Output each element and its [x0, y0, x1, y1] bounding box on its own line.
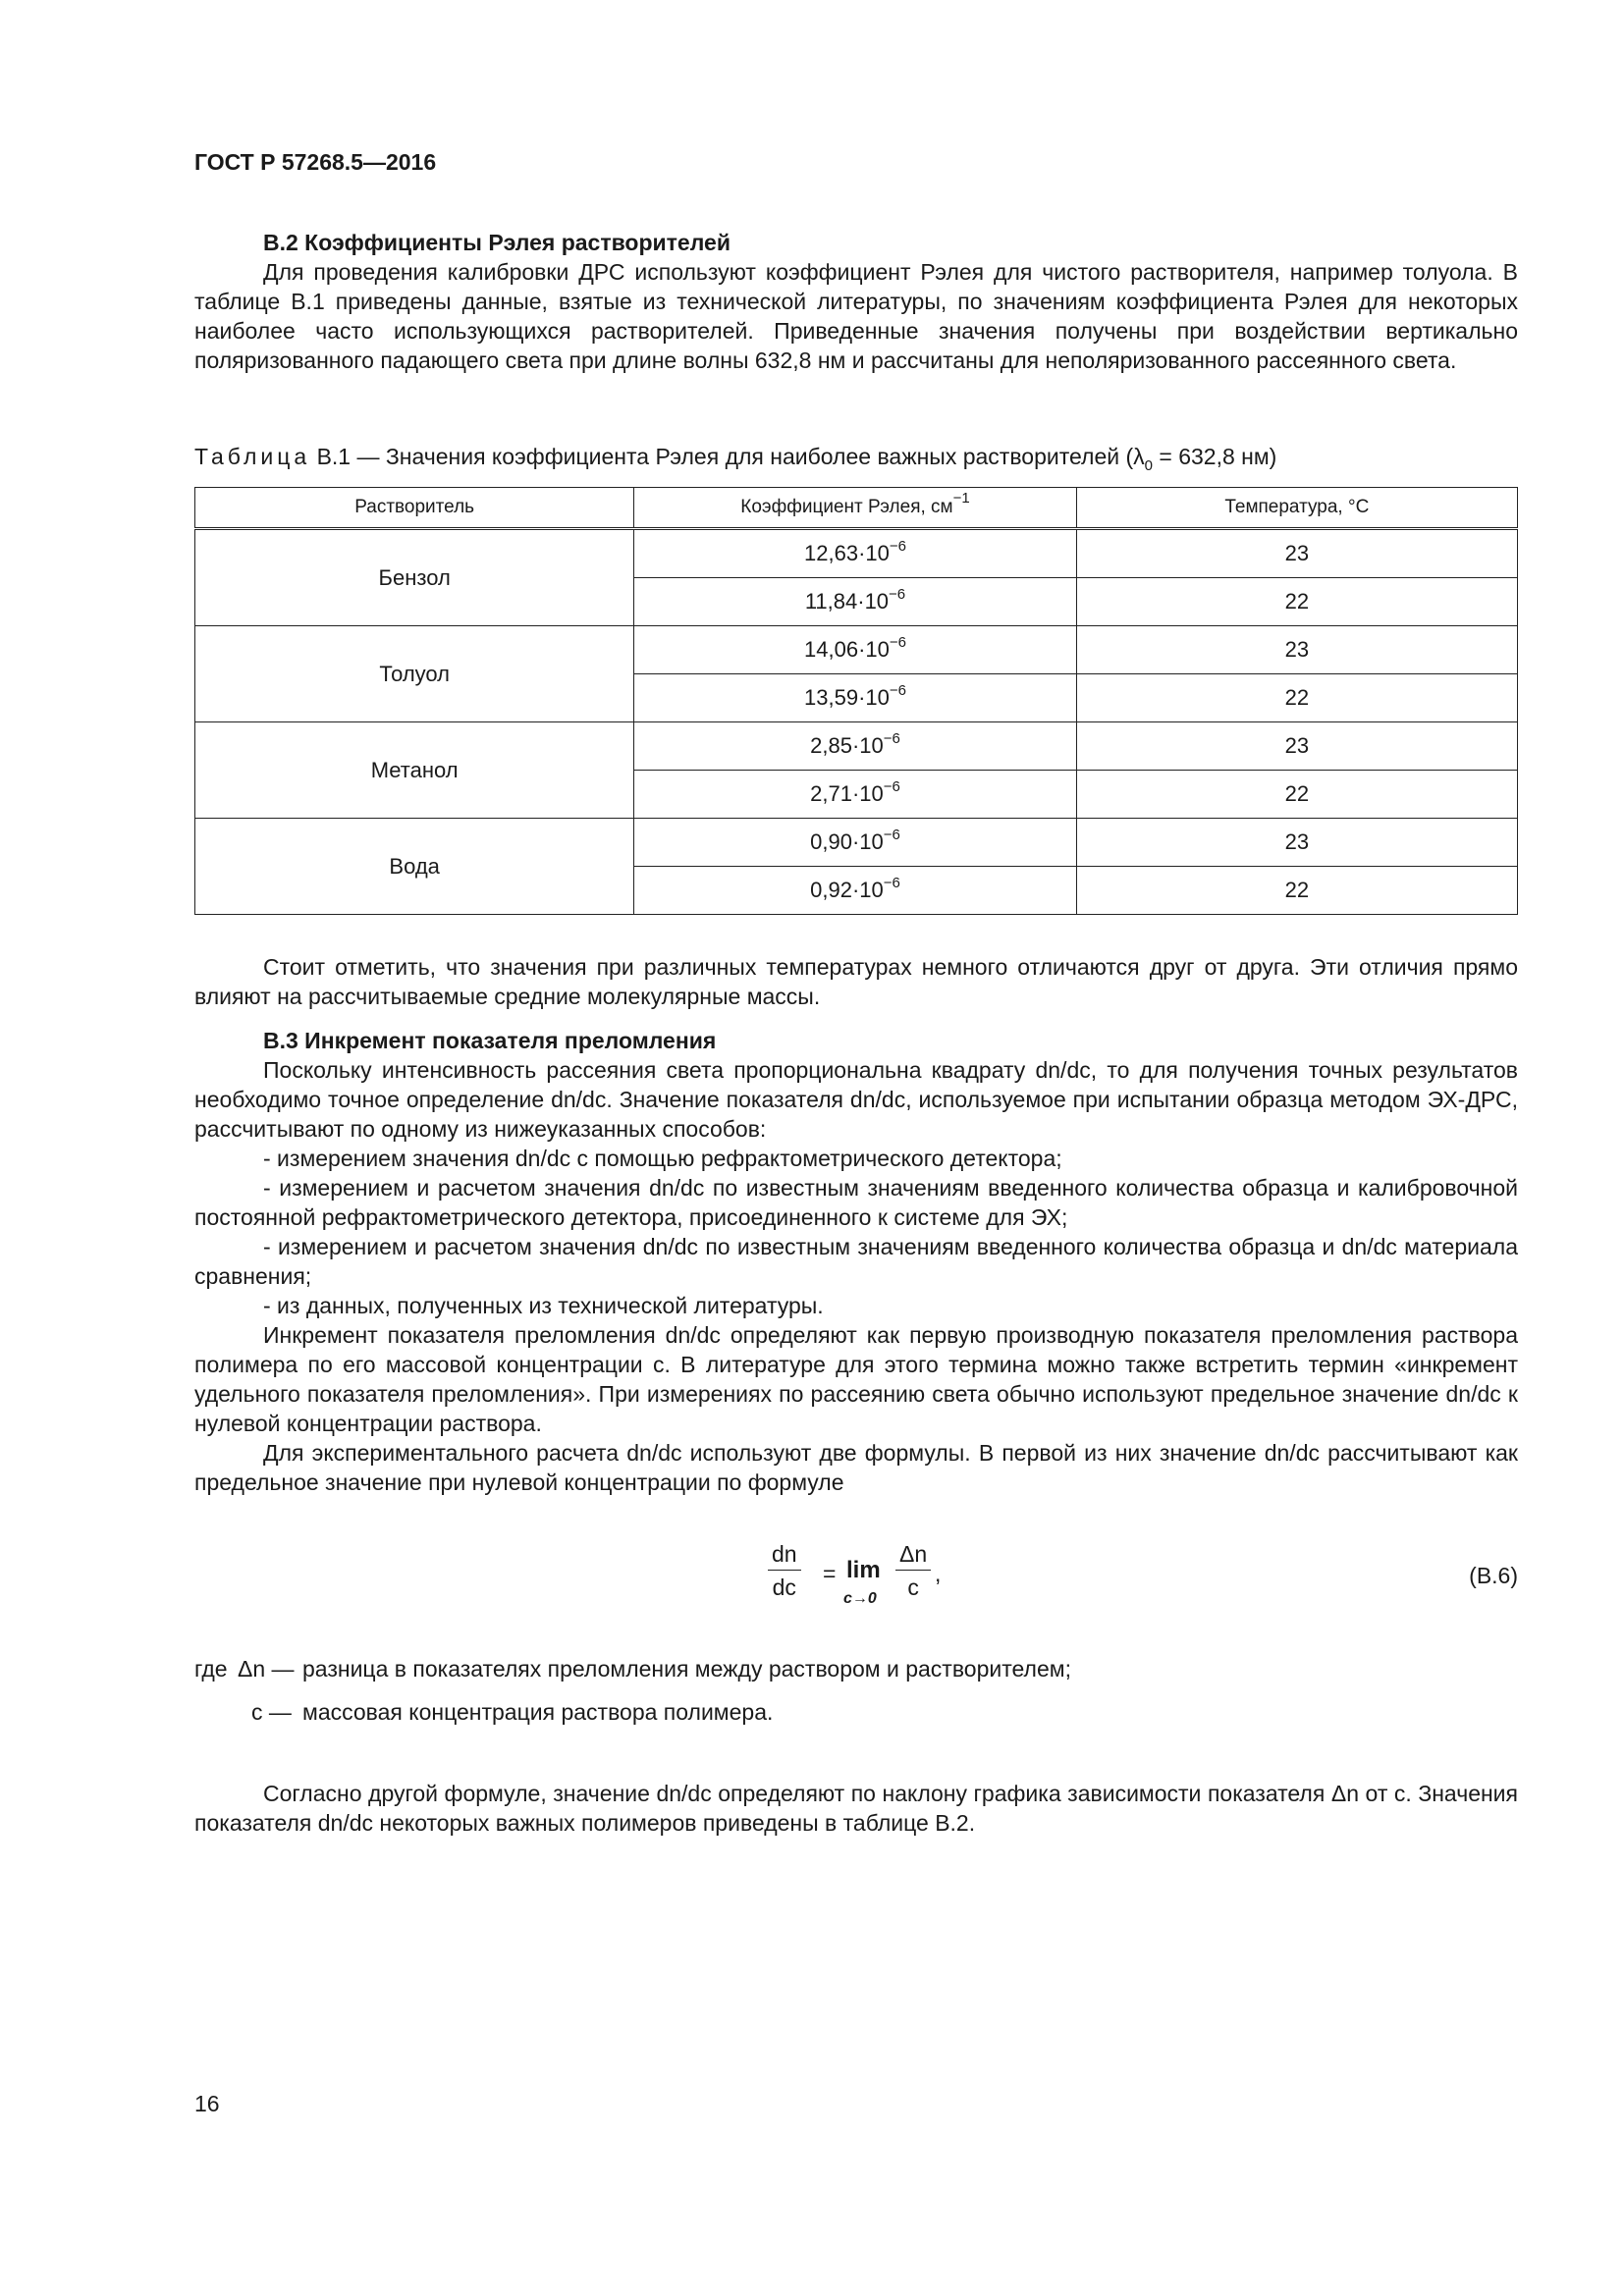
legend-text-1: разница в показателях преломления между раствором и растворителем; [302, 1656, 1071, 1682]
section-b2-paragraph: Для проведения калибровки ДРС используют коэффициент Рэлея для чистого растворителя, например толуола. В таблице В.1 приведены данные, взятые из технической литературы, по значениям коэффициента Рэлея для некоторых наиболее часто использующихся растворителей. Приведенные значения получены при воздействии вертикально поляризованного падающего света при длине волны 632,8 нм и рассчитаны для неполяризованного рассеянного света. [194, 259, 1518, 373]
temperature-cell: 23 [1076, 529, 1517, 578]
formula-equals: = [823, 1561, 837, 1586]
rayleigh-table [194, 487, 1518, 915]
coefficient-base: ·10 [858, 637, 890, 662]
legend-where: где [194, 1656, 228, 1682]
table-row [195, 722, 1518, 771]
temperature-cell: 22 [1076, 674, 1517, 722]
legend-text-2: массовая концентрация раствора полимера. [302, 1699, 774, 1725]
table-row [195, 626, 1518, 674]
coefficient-base: ·10 [851, 829, 884, 854]
table-row [195, 529, 1518, 578]
closing-note [194, 1779, 1518, 1838]
coefficient-value: 2,85 [810, 733, 852, 758]
coefficient-cell [634, 722, 1076, 771]
coefficient-value: 2,71 [810, 781, 852, 806]
table-body [195, 529, 1518, 915]
coefficient-cell [634, 626, 1076, 674]
header-coefficient-text: Коэффициент Рэлея, см [740, 497, 953, 517]
formula-lhs-denominator: dc [772, 1575, 796, 1600]
formula-rhs-numerator: Δn [895, 1541, 931, 1571]
solvent-cell: Вода [195, 819, 634, 915]
formula-rhs-fraction [895, 1541, 931, 1601]
table-caption-label: Таблица [194, 444, 311, 469]
section-b2 [194, 228, 1518, 375]
coefficient-base: ·10 [851, 781, 884, 806]
coefficient-base: ·10 [858, 685, 890, 710]
section-b3-title: В.3 Инкремент показателя преломления [263, 1028, 717, 1053]
section-b3 [194, 1026, 1518, 1497]
coefficient-exponent: −6 [883, 730, 900, 747]
coefficient-cell [634, 529, 1076, 578]
table-caption-sub: 0 [1144, 457, 1153, 474]
coefficient-value: 0,92 [810, 878, 852, 902]
coefficient-cell [634, 674, 1076, 722]
coefficient-cell [634, 771, 1076, 819]
closing-paragraph: Согласно другой формуле, значение dn/dc определяют по наклону графика зависимости показателя Δn от c. Значения показателя dn/dc некоторых важных полимеров приведены в таблице В.2. [194, 1781, 1518, 1836]
table-header-row [195, 488, 1518, 529]
solvent-cell: Бензол [195, 529, 634, 626]
coefficient-exponent: −6 [883, 778, 900, 795]
legend-row-2 [194, 1697, 1518, 1740]
header-temperature: Температура, °С [1076, 488, 1517, 529]
coefficient-base: ·10 [851, 878, 884, 902]
method-item-3: - измерением и расчетом значения dn/dc по известным значениям введенного количества образца и dn/dc материала сравнения; [194, 1234, 1518, 1289]
coefficient-exponent: −6 [883, 875, 900, 891]
formula-number: (В.6) [1469, 1563, 1518, 1588]
coefficient-exponent: −6 [889, 634, 906, 651]
coefficient-cell [634, 578, 1076, 626]
document-code: ГОСТ Р 57268.5—2016 [194, 149, 437, 175]
coefficient-value: 12,63 [804, 541, 859, 565]
formula-legend [194, 1654, 1518, 1740]
formula-rhs-denominator: c [907, 1575, 919, 1600]
coefficient-base: ·10 [858, 541, 890, 565]
table-row [195, 819, 1518, 867]
section-b3-p3: Для экспериментального расчета dn/dc используют две формулы. В первой из них значение dn/dc рассчитывают как предельное значение при нулевой концентрации по формуле [194, 1440, 1518, 1495]
method-item-4: - из данных, полученных из технической литературы. [263, 1293, 824, 1318]
section-b3-p1: Поскольку интенсивность рассеяния света пропорциональна квадрату dn/dc, то для получения точных результатов необходимо точное определение dn/dc. Значение показателя dn/dc, используемое при испытании образца методом ЭХ-ДРС, рассчитывают по одному из нижеуказанных способов: [194, 1057, 1518, 1142]
temperature-cell: 23 [1076, 722, 1517, 771]
solvent-cell: Толуол [195, 626, 634, 722]
header-coefficient [634, 488, 1076, 529]
coefficient-cell [634, 819, 1076, 867]
table-caption [194, 444, 1277, 474]
method-item-1: - измерением значения dn/dc с помощью рефрактометрического детектора; [263, 1146, 1062, 1171]
solvent-cell: Метанол [195, 722, 634, 819]
temperature-cell: 23 [1076, 626, 1517, 674]
coefficient-exponent: −6 [889, 682, 906, 699]
temperature-cell: 22 [1076, 771, 1517, 819]
legend-symbol-2: c — [251, 1699, 292, 1725]
coefficient-value: 0,90 [810, 829, 852, 854]
coefficient-base: ·10 [857, 589, 890, 614]
coefficient-base: ·10 [851, 733, 884, 758]
table-caption-tail: = 632,8 нм) [1152, 444, 1277, 469]
coefficient-value: 13,59 [804, 685, 859, 710]
temperature-cell: 22 [1076, 867, 1517, 915]
formula-lim: lim [846, 1557, 881, 1583]
formula-b6 [194, 1541, 1518, 1620]
method-item-2: - измерением и расчетом значения dn/dc по известным значениям введенного количества образца и калибровочной постоянной рефрактометрического детектора, присоединенного к системе для ЭХ; [194, 1175, 1518, 1230]
coefficient-exponent: −6 [889, 538, 906, 555]
coefficient-exponent: −6 [889, 586, 906, 603]
section-b3-p2: Инкремент показателя преломления dn/dc определяют как первую производную показателя преломления раствора полимера по его массовой концентрации c. В литературе для этого термина можно также встретить термин «инкремент удельного показателя преломления». При измерениях по рассеянию света обычно используют предельное значение dn/dc к нулевой концентрации раствора. [194, 1322, 1518, 1436]
table-caption-text: В.1 — Значения коэффициента Рэлея для наиболее важных растворителей (λ [310, 444, 1145, 469]
formula-lim-subscript: c→0 [843, 1590, 877, 1607]
document-page [194, 0, 1518, 2296]
header-solvent: Растворитель [195, 488, 634, 529]
coefficient-value: 11,84 [804, 589, 858, 614]
legend-row-1 [194, 1654, 1518, 1697]
temperature-cell: 22 [1076, 578, 1517, 626]
page-number: 16 [194, 2091, 220, 2116]
formula-lhs-fraction [768, 1541, 801, 1601]
coefficient-cell [634, 867, 1076, 915]
temperature-cell: 23 [1076, 819, 1517, 867]
section-b2-title: В.2 Коэффициенты Рэлея растворителей [263, 230, 731, 255]
coefficient-exponent: −6 [883, 827, 900, 843]
header-coefficient-sup: −1 [952, 490, 970, 507]
formula-comma: , [935, 1561, 942, 1586]
legend-symbol-1: Δn — [238, 1656, 295, 1682]
after-table-note [194, 952, 1518, 1011]
after-table-paragraph: Стоит отметить, что значения при различных температурах немного отличаются друг от друга. Эти отличия прямо влияют на рассчитываемые средние молекулярные массы. [194, 954, 1518, 1009]
coefficient-value: 14,06 [804, 637, 859, 662]
formula-lhs-numerator: dn [768, 1541, 801, 1571]
